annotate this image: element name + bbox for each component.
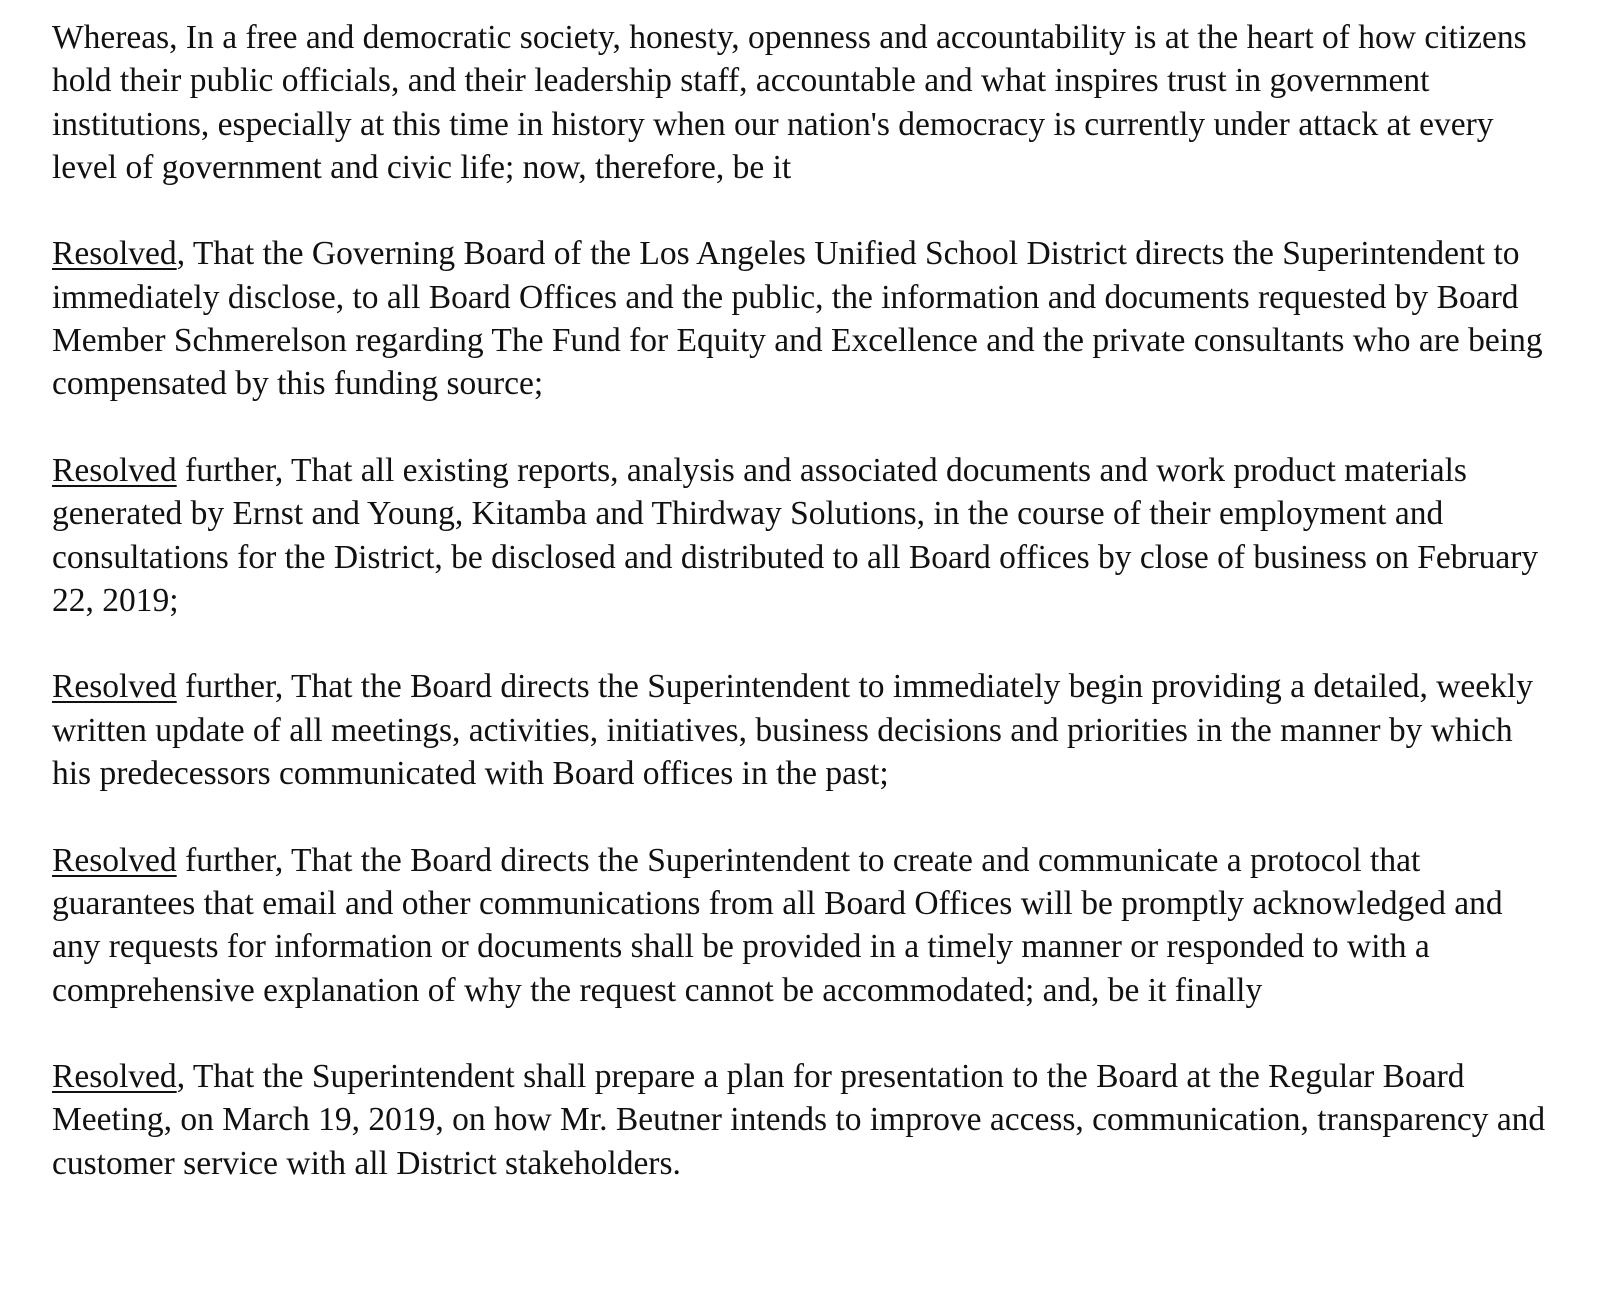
resolution-text: further, That the Board directs the Superintendent to create and communicate a protocol that guarantees that email and other communications from all Board Offices will be promptly acknowledged and any requests for information or documents shall be provided in a timely manner or responded to with a comprehensive explanation of why the request cannot be accommodated; and, be it finally	[52, 841, 1503, 1009]
resolved-keyword: Resolved	[52, 235, 177, 273]
document-page	[52, 16, 1552, 1228]
resolution-text: further, That the Board directs the Superintendent to immediately begin providing a detailed, weekly written update of all meetings, activities, initiatives, business decisions and priorities in the manner by which his predecessors communicated with Board offices in the past;	[52, 668, 1533, 793]
resolved-keyword: Resolved	[52, 1058, 177, 1096]
resolution-text: further, That all existing reports, analysis and associated documents and work product materials generated by Ernst and Young, Kitamba and Thirdway Solutions, in the course of their employment and consultations for the District, be disclosed and distributed to all Board offices by close of business on February 22, 2019;	[52, 451, 1539, 619]
resolution-text: , That the Superintendent shall prepare a plan for presentation to the Board at the Regular Board Meeting, on March 19, 2019, on how Mr. Beutner intends to improve access, communication, transparency and customer service with all District stakeholders.	[52, 1058, 1546, 1182]
resolution-4	[52, 839, 1552, 1012]
resolved-keyword: Resolved	[52, 841, 177, 879]
resolution-2	[52, 449, 1552, 622]
resolved-keyword: Resolved	[52, 451, 177, 489]
whereas-clause: Whereas, In a free and democratic society, honesty, openness and accountability is at the heart of how citizens hold their public officials, and their leadership staff, accountable and what inspires trust in government institutions, especially at this time in history when our nation's democracy is currently under attack at every level of government and civic life; now, therefore, be it	[52, 19, 1527, 186]
resolution-3	[52, 665, 1552, 795]
resolution-text: , That the Governing Board of the Los Angeles Unified School District directs the Superintendent to immediately disclose, to all Board Offices and the public, the information and documents requested by Board Member Schmerelson regarding The Fund for Equity and Excellence and the private consultants who are being compensated by this funding source;	[52, 235, 1543, 403]
resolution-1	[52, 232, 1552, 405]
resolved-keyword: Resolved	[52, 668, 177, 706]
resolution-5	[52, 1055, 1552, 1185]
